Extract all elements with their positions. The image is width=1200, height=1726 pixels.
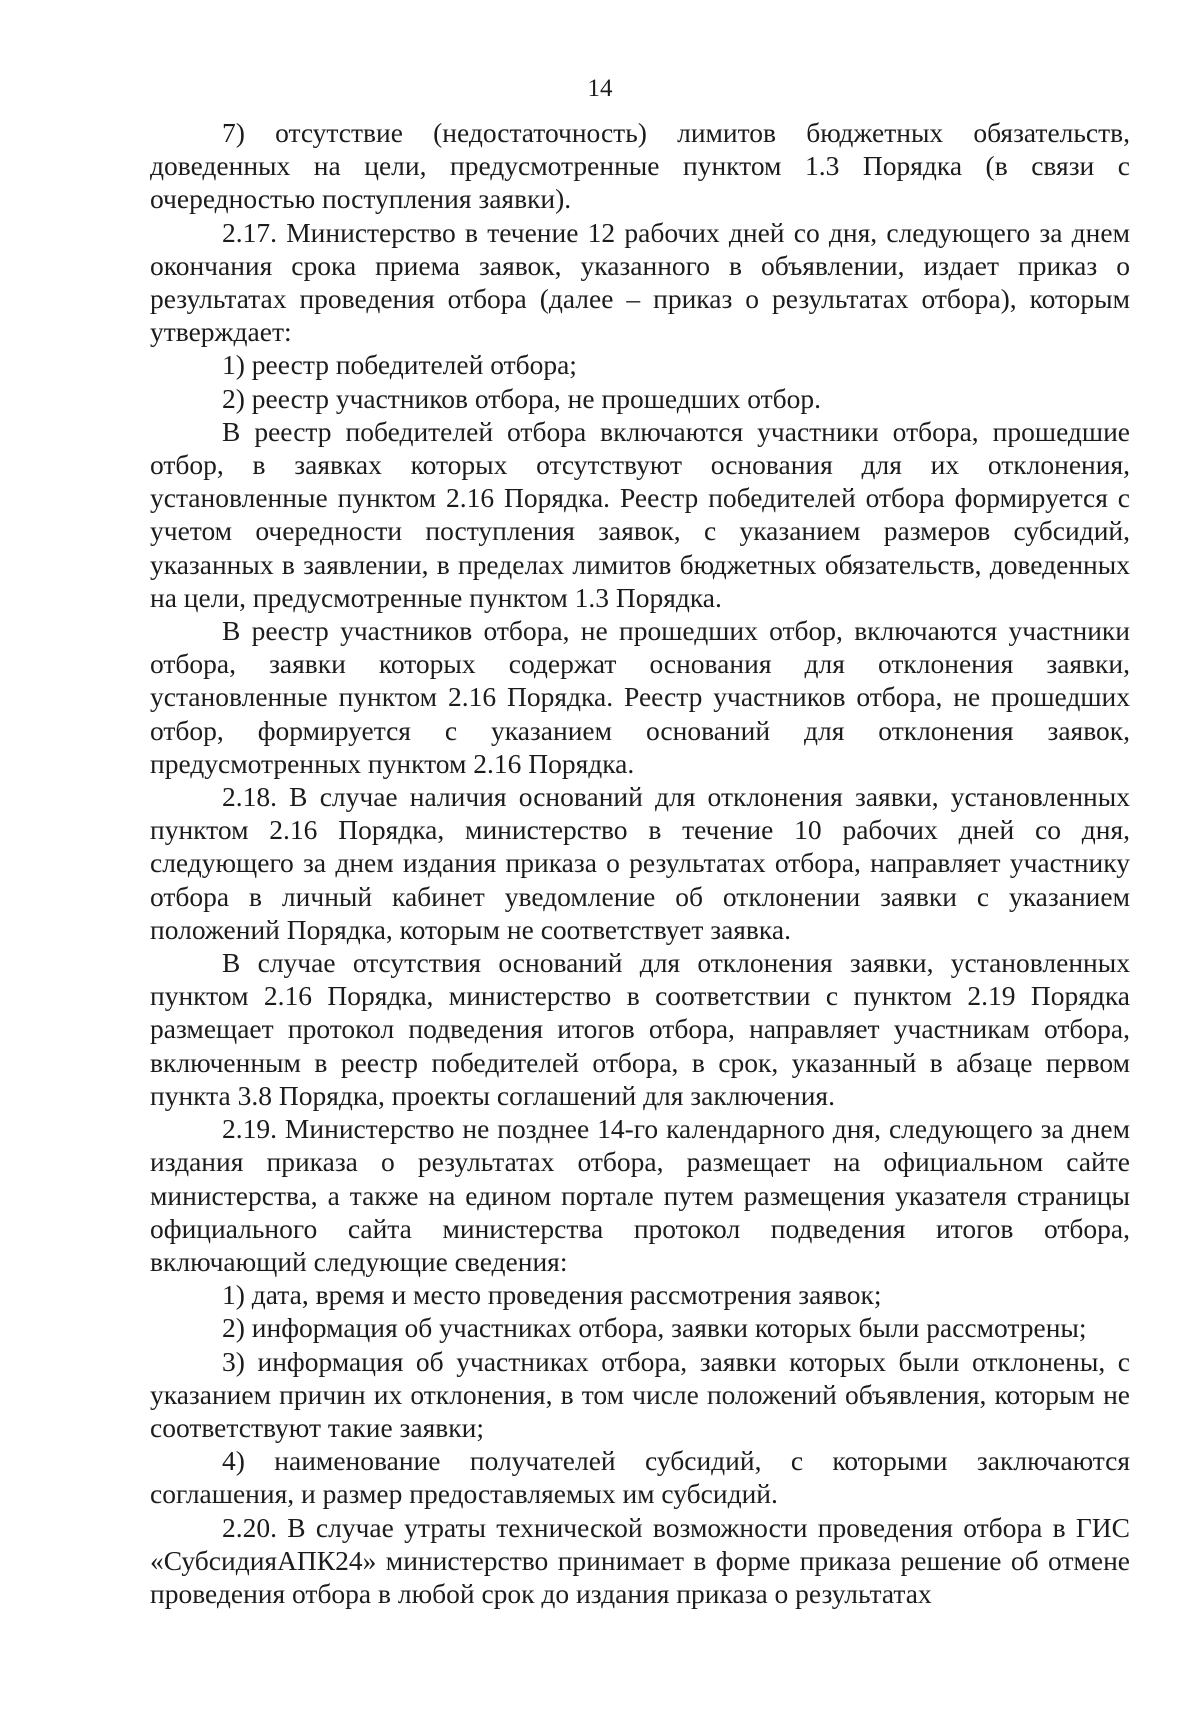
section-2-17-paragraph: 2.17. Министерство в течение 12 рабочих дней со дня, следующего за днем окончания срока приема заявок, указанного в объявлении, издает приказ о результатах проведения отбора (далее – приказ о результатах отбора), которым утверждает: bbox=[150, 216, 1130, 348]
list-item-rejected-participants: 3) информация об участниках отбора, заявки которых были отклонены, с указанием причин их отклонения, в том числе положений объявления, которым не соответствуют такие заявки; bbox=[150, 1345, 1130, 1443]
paragraph-rejected-registry: В реестр участников отбора, не прошедших отбор, включаются участники отбора, заявки которых содержат основания для отклонения заявки, установленные пунктом 2.16 Порядка. Реестр участников отбора, не прошедших отбор, формируется с указанием оснований для отклонения заявок, предусмотренных пунктом 2.16 Порядка. bbox=[150, 615, 1130, 779]
paragraph-no-rejection-grounds: В случае отсутствия оснований для отклонения заявки, установленных пунктом 2.16 Порядка, министерство в соответствии с пунктом 2.19 Порядка размещает протокол подведения итогов отбора, направляет участникам отбора, включенным в реестр победителей отбора, в срок, указанный в абзаце первом пункта 3.8 Порядка, проекты соглашений для заключения. bbox=[150, 947, 1130, 1111]
list-item-reviewed-participants: 2) информация об участниках отбора, заявки которых были рассмотрены; bbox=[222, 1312, 1087, 1344]
page-number: 14 bbox=[587, 75, 613, 102]
paragraph-item-7: 7) отсутствие (недостаточность) лимитов бюджетных обязательств, доведенных на цели, предусмотренные пунктом 1.3 Порядка (в связи с очередностью поступления заявки). bbox=[150, 117, 1130, 215]
list-item-registry-winners: 1) реестр победителей отбора; bbox=[222, 349, 577, 381]
list-item-subsidy-recipients: 4) наименование получателей субсидий, с которыми заключаются соглашения, и размер предоставляемых им субсидий. bbox=[150, 1445, 1130, 1510]
section-2-19-paragraph: 2.19. Министерство не позднее 14-го календарного дня, следующего за днем издания приказа о результатах отбора, размещает на официальном сайте министерства, а также на едином портале путем размещения указателя страницы официального сайта министерства протокол подведения итогов отбора, включающий следующие сведения: bbox=[150, 1113, 1130, 1277]
paragraph-winners-registry: В реестр победителей отбора включаются участники отбора, прошедшие отбор, в заявках которых отсутствуют основания для их отклонения, установленные пунктом 2.16 Порядка. Реестр победителей отбора формируется с учетом очередности поступления заявок, с указанием размеров субсидий, указанных в заявлении, в пределах лимитов бюджетных обязательств, доведенных на цели, предусмотренные пунктом 1.3 Порядка. bbox=[150, 415, 1130, 613]
list-item-registry-rejected: 2) реестр участников отбора, не прошедших отбор. bbox=[222, 382, 821, 414]
section-2-18-paragraph: 2.18. В случае наличия оснований для отклонения заявки, установленных пунктом 2.16 Порядка, министерство в течение 10 рабочих дней со дня, следующего за днем издания приказа о результатах отбора, направляет участнику отбора в личный кабинет уведомление об отклонении заявки с указанием положений Порядка, которым не соответствует заявка. bbox=[150, 781, 1130, 945]
section-2-20-paragraph: 2.20. В случае утраты технической возможности проведения отбора в ГИС «СубсидияАПК24» министерство принимает в форме приказа решение об отмене проведения отбора в любой срок до издания приказа о результатах bbox=[150, 1511, 1130, 1609]
list-item-date-time-place: 1) дата, время и место проведения рассмотрения заявок; bbox=[222, 1279, 882, 1311]
document-body bbox=[150, 116, 1130, 1610]
